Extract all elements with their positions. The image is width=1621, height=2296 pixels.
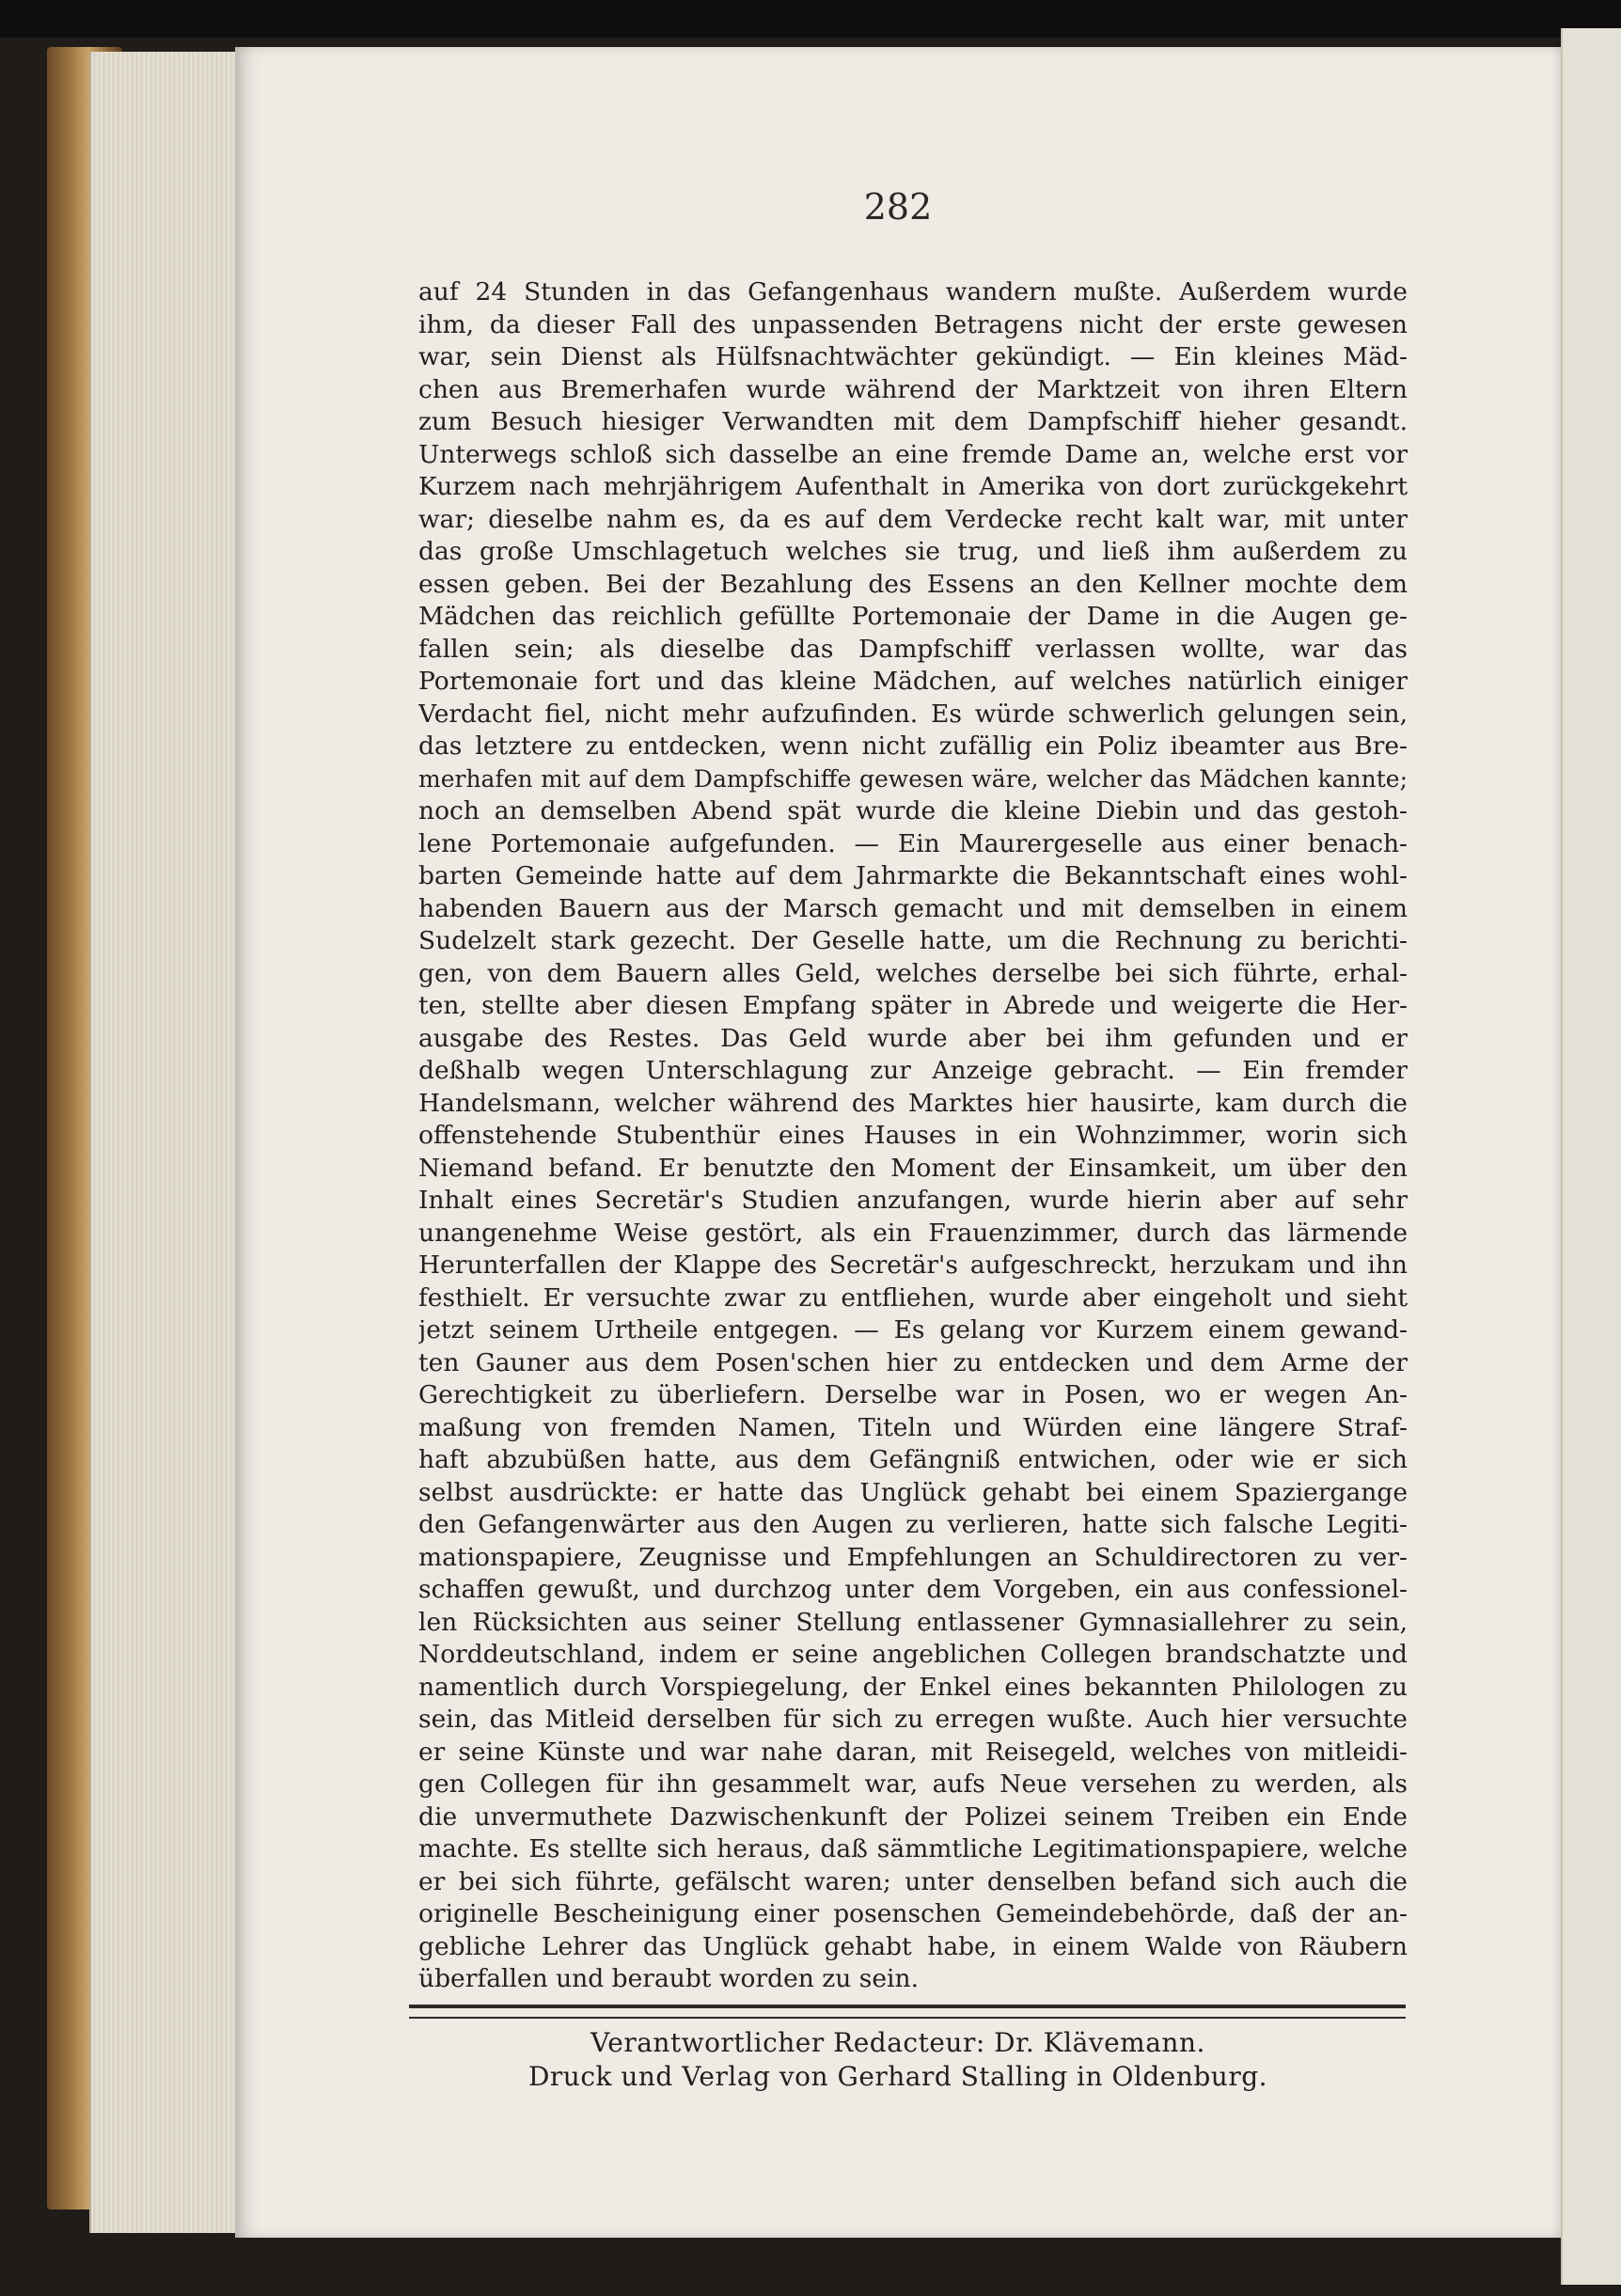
page-number: 282 [863,186,933,228]
scan-background [0,0,1621,38]
text-line: zum Besuch hiesiger Verwandten mit dem Dampfschiff hieher gesandt. [418,407,1408,436]
text-line: maßung von fremden Namen, Titeln und Würden eine längere Straf- [418,1412,1408,1442]
text-line: chen aus Bremerhafen wurde während der Marktzeit von ihren Eltern [418,374,1408,404]
text-line: das letztere zu entdecken, wenn nicht zufällig ein Poliz ibeamter aus Bre- [418,731,1408,761]
text-line: Unterwegs schloß sich dasselbe an eine fremde Dame an, welche erst vor [418,439,1408,469]
text-line: gen, von dem Bauern alles Geld, welches derselbe bei sich führte, erhal- [418,958,1408,988]
text-line: war, sein Dienst als Hülfsnachtwächter gekündigt. — Ein kleines Mäd- [418,342,1408,371]
text-line: Sudelzelt stark gezecht. Der Geselle hatte, um die Rechnung zu berichti- [418,926,1408,955]
text-line: das große Umschlagetuch welches sie trug, und ließ ihm außerdem zu [418,537,1408,566]
text-line: ten, stellte aber diesen Empfang später in Abrede und weigerte die Her- [418,991,1408,1020]
text-line: überfallen und beraubt worden zu sein. [418,1964,919,1993]
text-line: lene Portemonaie aufgefunden. — Ein Maurergeselle aus einer benach- [418,828,1408,858]
text-line: Inhalt eines Secretär's Studien anzufangen, wurde hierin aber auf sehr [418,1186,1408,1215]
text-line: deßhalb wegen Unterschlagung zur Anzeige gebracht. — Ein fremder [418,1056,1408,1085]
book-page [235,47,1561,2238]
text-line: ausgabe des Restes. Das Geld wurde aber bei ihm gefunden und er [418,1023,1408,1053]
editor-line: Verantwortlicher Redacteur: Dr. Klävemann. [590,2027,1205,2058]
text-line: sein, das Mitleid derselben für sich zu erregen wußte. Auch hier versuchte [418,1705,1408,1734]
text-line: offenstehende Stubenthür eines Hauses in ein Wohnzimmer, worin sich [418,1121,1408,1150]
text-line: ten Gauner aus dem Posen'schen hier zu entdecken und dem Arme der [418,1347,1408,1377]
text-line: essen geben. Bei der Bezahlung des Essens an den Kellner mochte dem [418,569,1408,599]
facing-page-edge [1561,28,1621,2285]
printer-line: Druck und Verlag von Gerhard Stalling in Oldenburg. [527,2061,1268,2092]
text-line: er bei sich führte, gefälscht waren; unter denselben befand sich auch die [418,1866,1408,1896]
text-line: selbst ausdrückte: er hatte das Unglück gehabt bei einem Spaziergange [418,1477,1408,1507]
text-line: namentlich durch Vorspiegelung, der Enkel eines bekannten Philologen zu [418,1672,1408,1702]
text-line: gebliche Lehrer das Unglück gehabt habe, in einem Walde von Räubern [418,1931,1408,1961]
text-line: jetzt seinem Urtheile entgegen. — Es gelang vor Kurzem einem gewand- [418,1315,1408,1345]
text-line: schaffen gewußt, und durchzog unter dem Vorgeben, ein aus confessionel- [418,1575,1408,1604]
text-line: gen Collegen für ihn gesammelt war, aufs Neue versehen zu werden, als [418,1769,1408,1799]
text-line: Gerechtigkeit zu überliefern. Derselbe war in Posen, wo er wegen An- [418,1380,1408,1409]
text-line: festhielt. Er versuchte zwar zu entfliehen, wurde aber eingeholt und sieht [418,1282,1408,1313]
text-line: Kurzem nach mehrjährigem Aufenthalt in Amerika von dort zurückgekehrt [418,472,1408,501]
text-line: auf 24 Stunden in das Gefangenhaus wandern mußte. Außerdem wurde [418,277,1408,307]
text-line: noch an demselben Abend spät wurde die kleine Diebin und das gestoh- [418,796,1408,826]
text-line: war; dieselbe nahm es, da es auf dem Verdecke recht kalt war, mit unter [418,504,1408,534]
text-line: den Gefangenwärter aus den Augen zu verlieren, hatte sich falsche Legiti- [418,1510,1408,1539]
text-line: Portemonaie fort und das kleine Mädchen, auf welches natürlich einiger [418,667,1408,696]
text-line: originelle Bescheinigung einer posenschen Gemeindebehörde, daß der an- [418,1899,1408,1928]
text-line: Handelsmann, welcher während des Marktes hier hausirte, kam durch die [418,1088,1408,1118]
text-line: Norddeutschland, indem er seine angeblichen Collegen brandschatzte und [418,1640,1408,1669]
text-line: machte. Es stellte sich heraus, daß sämmtliche Legitimationspapiere, welche [418,1834,1408,1864]
text-line: len Rücksichten aus seiner Stellung entlassener Gymnasiallehrer zu sein, [418,1607,1408,1637]
text-line: Herunterfallen der Klappe des Secretär's aufgeschreckt, herzukam und ihn [418,1250,1408,1280]
text-line: fallen sein; als dieselbe das Dampfschiff verlassen wollte, war das [418,634,1408,664]
text-line: habenden Bauern aus der Marsch gemacht und mit demselben in einem [418,893,1408,923]
page-edges [89,52,242,2233]
text-line: barten Gemeinde hatte auf dem Jahrmarkte die Bekanntschaft eines wohl- [418,861,1408,890]
text-line: Verdacht fiel, nicht mehr aufzufinden. Es würde schwerlich gelungen sein, [418,699,1408,729]
text-line: Niemand befand. Er benutzte den Moment der Einsamkeit, um über den [418,1153,1408,1183]
imprint-rule [409,2005,1406,2019]
text-line: unangenehme Weise gestört, als ein Frauenzimmer, durch das lärmende [418,1218,1408,1248]
text-line: merhafen mit auf dem Dampfschiffe gewesen wäre, welcher das Mädchen kannte; [418,764,1408,793]
text-line: ihm, da dieser Fall des unpassenden Betragens nicht der erste gewesen [418,309,1408,339]
text-line: haft abzubüßen hatte, aus dem Gefängniß entwichen, oder wie er sich [418,1445,1408,1474]
body-text [418,276,1408,1996]
text-line: er seine Künste und war nahe daran, mit Reisegeld, welches von mitleidi- [418,1737,1408,1767]
text-line: die unvermuthete Dazwischenkunft der Polizei seinem Treiben ein Ende [418,1801,1408,1832]
text-line: mationspapiere, Zeugnisse und Empfehlungen an Schuldirectoren zu ver- [418,1542,1408,1572]
text-line: Mädchen das reichlich gefüllte Portemonaie der Dame in die Augen ge- [418,602,1408,631]
